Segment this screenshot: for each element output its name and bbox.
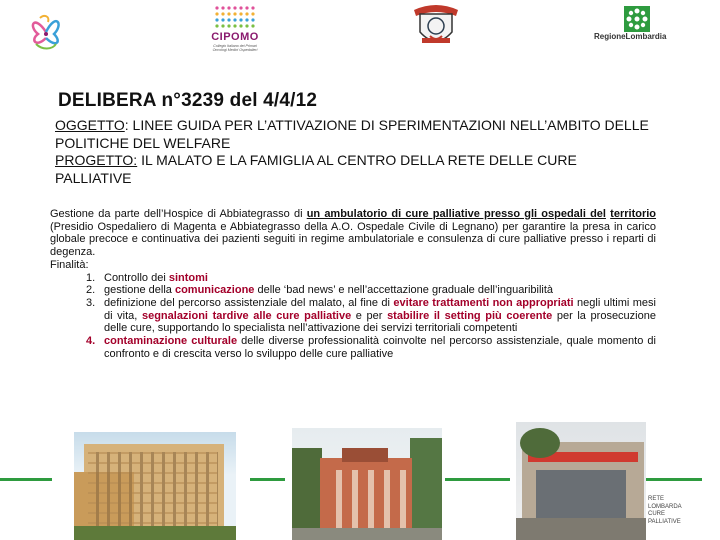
footer-line-mid-2	[445, 478, 510, 481]
intro-text-1: Gestione da parte dell’Hospice di Abbiategrasso di	[50, 208, 307, 220]
footer-line-left	[0, 478, 52, 481]
cipomo-subtitle: Collegio Italiano dei Primari Oncologi Medici Ospedalieri	[212, 44, 258, 53]
cipomo-name: CIPOMO	[211, 31, 259, 43]
intro-emphasis: un ambulatorio di cure palliative presso gli ospedali del	[306, 208, 606, 220]
finalita-label: Finalità:	[50, 258, 89, 271]
oggetto-text: : LINEE GUIDA PER L’ATTIVAZIONE DI SPERIMENTAZIONI NELL’AMBITO DELLE POLITICHE DEL WELFARE	[55, 117, 649, 151]
intro-territorio: territorio	[610, 208, 657, 220]
list-item: 4. contaminazione culturale delle diverse professionalità coinvolte nel percorso assistenziale, quale momento di confronto e di crescita verso lo sviluppo delle cure palliative	[86, 335, 656, 360]
finalita-list	[50, 272, 656, 361]
oggetto-label: OGGETTO	[55, 117, 125, 133]
footer-line-right	[640, 478, 702, 481]
progetto-text: IL MALATO E LA FAMIGLIA AL CENTRO DELLA RETE DELLE CURE PALLIATIVE	[55, 152, 577, 186]
intro-paragraph	[50, 208, 656, 259]
list-item: 1. Controllo dei sintomi	[86, 271, 208, 284]
progetto-label: PROGETTO:	[55, 152, 138, 168]
footer-line-mid-1	[250, 478, 285, 481]
footer-caption: RETE LOMBARDA CURE PALLIATIVE	[648, 496, 682, 525]
hospital-photo-1	[74, 432, 236, 540]
list-item: 2. gestione della comunicazione delle ‘bad news’ e nell’accettazione graduale dell’inguaribilità	[86, 284, 554, 297]
rosa-camuna-icon	[624, 6, 650, 32]
butterfly-logo-icon	[26, 4, 66, 54]
hospital-crest-icon	[408, 2, 464, 52]
page-title: DELIBERA n°3239 del 4/4/12	[58, 90, 318, 111]
regione-lombardia-logo	[594, 6, 694, 42]
region-label: RegioneLombardia	[594, 32, 667, 41]
intro-text-2: (Presidio Ospedaliero di Magenta e Abbiategrasso della A.O. Ospedale Civile di Legnano) per garantire la presa in carico globale precoce e continuativa dei pazienti seguiti in regime ambulatoriale e consulenza di cure palliative presso i reparti di degenza.	[50, 220, 656, 259]
hospital-photo-2	[292, 428, 442, 540]
body-text	[50, 208, 656, 360]
list-item: 3. definizione del percorso assistenziale del malato, al fine di evitare trattamenti non appropriati negli ultimi mesi di vita, segnalazioni tardive alle cure palliative e per stabilire il setting più coerente per la prosecuzione delle cure, supportando lo specialista nell’attivazione dei servizi territoriali competenti	[86, 296, 656, 335]
hospital-photo-3	[516, 422, 646, 540]
cipomo-logo	[205, 4, 265, 66]
subject-block	[55, 117, 655, 187]
